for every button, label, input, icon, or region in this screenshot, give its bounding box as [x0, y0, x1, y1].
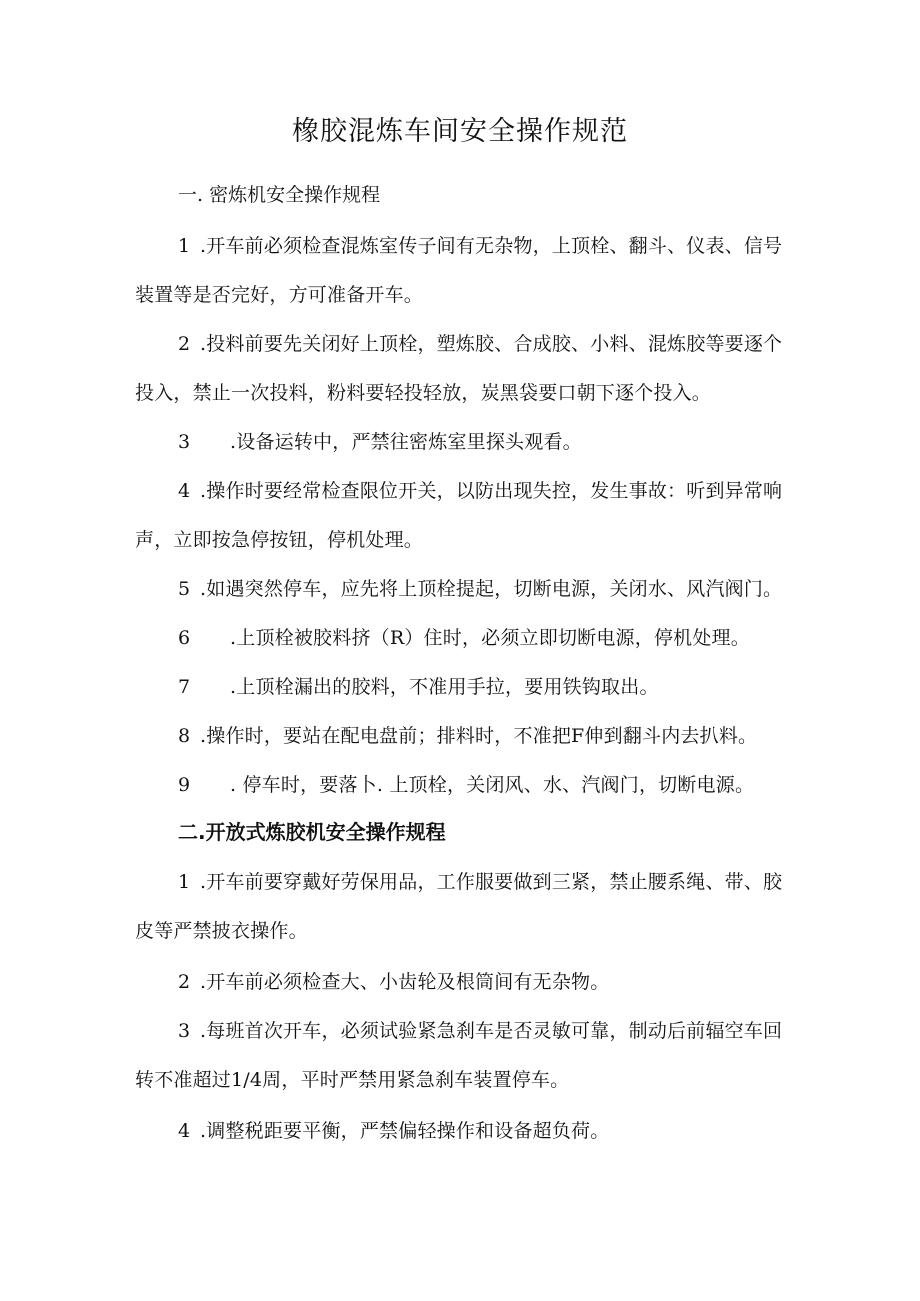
item-number: 4 — [178, 480, 191, 502]
item-number: 1 — [178, 871, 191, 893]
item-number: 7 — [178, 676, 191, 698]
item-number: 8 — [178, 725, 191, 747]
item-number: 9 — [178, 774, 191, 796]
item-number: 3 — [178, 431, 191, 453]
item-text: .投料前要先关闭好上顶栓，塑炼胶、合成胶、小料、混炼胶等要逐个投入，禁止一次投料，粉料要轻投轻放，炭黑袋要口朝下逐个投入。 — [135, 333, 783, 404]
item-text: .操作时，要站在配电盘前；排料时，不准把F伸到翻斗内去扒料。 — [200, 725, 758, 747]
section-1-item-7 — [135, 663, 795, 712]
section-1-item-1 — [135, 222, 795, 320]
item-text: .操作时要经常检查限位开关，以防出现失控，发生事故：听到异常响声，立即按急停按钮，停机处理。 — [135, 480, 783, 551]
section-1-item-5 — [135, 565, 795, 614]
section-heading-2: 二.开放式炼胶机安全操作规程 — [178, 820, 446, 844]
section-1-item-9 — [135, 761, 795, 810]
item-number: 1 — [178, 235, 191, 257]
item-text: .开车前必须检查混炼室传子间有无杂物，上顶栓、翻斗、仪表、信号装置等是否完好，方可准备开车。 — [135, 235, 783, 306]
item-number: 6 — [178, 627, 191, 649]
section-1-item-8 — [135, 712, 795, 761]
section-2-item-2 — [135, 958, 795, 1007]
item-text: .调整税距要平衡，严禁偏轻操作和设备超负荷。 — [200, 1120, 610, 1142]
item-text: .开车前要穿戴好劳保用品，工作服要做到三紧，禁止腰系绳、带、胶皮等严禁披衣操作。 — [135, 871, 783, 942]
item-number: 4 — [178, 1120, 191, 1142]
section-1-item-3 — [135, 418, 795, 467]
item-text: .上顶栓漏出的胶料，不准用手拉，要用铁钩取出。 — [230, 676, 659, 698]
section-2-item-4 — [135, 1107, 795, 1156]
section-2-item-1 — [135, 858, 795, 956]
section-1-item-2 — [135, 320, 795, 418]
item-text: .上顶栓被胶料挤（R）住时，必须立即切断电源，停机处理。 — [230, 627, 750, 649]
section-1-item-6 — [135, 614, 795, 663]
item-text: .如遇突然停车，应先将上顶栓提起，切断电源，关闭水、风汽阀门。 — [200, 578, 783, 600]
section-heading-1: 一. 密炼机安全操作规程 — [178, 184, 381, 206]
item-number: 2 — [178, 971, 191, 993]
item-number: 2 — [178, 333, 191, 355]
section-2-item-3 — [135, 1007, 795, 1105]
item-text: .设备运转中，严禁往密炼室里探头观看。 — [230, 431, 582, 453]
item-text: .开车前必须检查大、小齿轮及根筒间有无杂物。 — [200, 971, 610, 993]
item-text: .每班首次开车，必须试验紧急刹车是否灵敏可靠，制动后前辐空车回转不准超过1/4周，平时严禁用紧急刹车装置停车。 — [135, 1020, 783, 1091]
page-title: 橡胶混炼车间安全操作规范 — [292, 116, 628, 147]
item-text: . 停车时，要落卜. 上顶栓，关闭风、水、汽阀门，切断电源。 — [230, 774, 755, 796]
section-1-item-4 — [135, 467, 795, 565]
item-number: 5 — [178, 578, 191, 600]
item-number: 3 — [178, 1020, 191, 1042]
